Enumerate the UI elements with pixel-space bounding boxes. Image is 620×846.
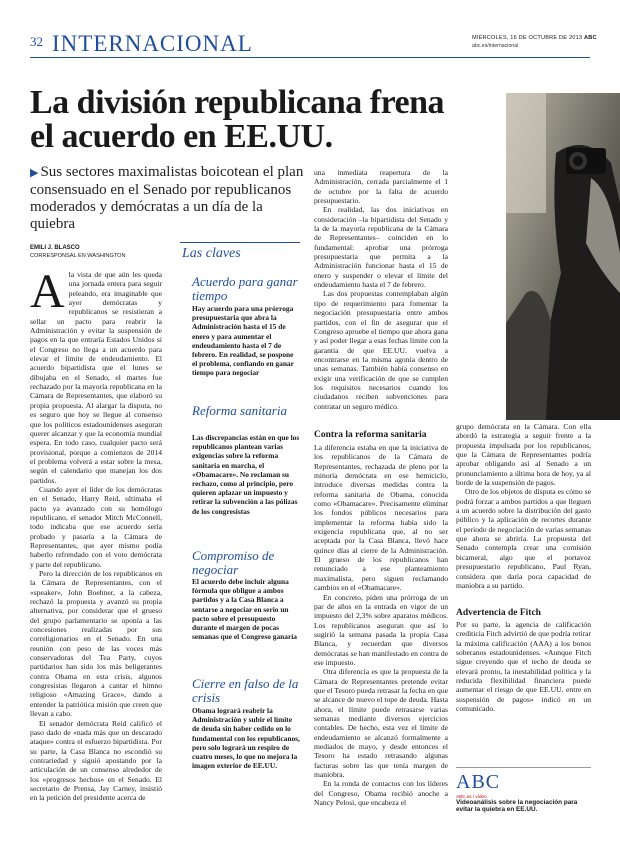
deck — [30, 164, 310, 233]
paragraph: Otra diferencia es que la propuesta de la Cámara de Representantes pretende evitar que el Tesoro pueda retrasar la fecha en que se alcance de nuevo el tope de deuda. Hasta ahora, el límite puede retrasarse varias semanas mediante diversos ejercicios contables. De hecho, esta vez el límite de endeudamiento se alcanzó formalmente a mediados de mayo, y desde entonces el Tesoro ha estado retrasando algunas facturas sobre las que tenía margen de maniobra. — [314, 667, 448, 780]
header-divider — [30, 57, 590, 58]
abc-logo[interactable]: ABC — [456, 771, 501, 793]
clave-title: Compromiso de negociar — [192, 548, 275, 577]
byline-role: CORRESPONSAL EN WASHINGTON — [30, 253, 126, 259]
column-4-continued — [456, 620, 591, 713]
dateline — [472, 35, 597, 41]
promo-divider — [456, 767, 591, 768]
paragraph: Por su parte, la agencia de calificación crediticia Fitch advirtió de que podría retirar la máxima calificación (AAA) a los bonos soberanos estadounidenses. «Aunque Fitch sigue creyendo que el techo de deuda se elevará pronto, la inestabilidad política y la reducida flexibilidad financiera puede aumentar el riesgo de que EE.UU. entre en suspensión de pagos» indicó en un comunicado. — [456, 620, 591, 714]
paragraph: la vista de que aún les queda una jornada entera para seguir peleando, era imaginable que ayer demócratas y republicanos se resistieran a sellar un pacto para reabrir la Administración y evitar la suspensión de pagos en la que entraría Estados Unidos si el Congreso no llega a un acuerdo para elevar el límite de endeudamiento. El acuerdo bipartidista que el lunes se dibujaba en el Senado, el martes fue rechazado por la mayoría republicana en la Cámara de Representantes, que elaboró su propia propuesta. Al alargar la disputa, no es seguro que hoy se llegue al consenso que los políticos estadounidenses aseguran querer alcanzar y que la economía mundial espera. En todo caso, cualquier pacto será provisional, porque a comienzos de 2014 el problema volverá a estar sobre la mesa, según el calendario que manejan los dos partidos. — [30, 270, 162, 485]
column-1 — [30, 265, 162, 803]
web-link[interactable]: abc.es/internacional — [472, 43, 519, 49]
column-3 — [314, 168, 448, 411]
photo-illustration — [506, 93, 620, 420]
paragraph: Otro de los objetos de disputa es cómo se podrá forzar a ambos partidos a que lleguen a un acuerdo sobre la distribución del gasto público y la aplicación de recortes durante el periodo de negociación de varias semanas que ahora se abriría. La propuesta del Senado contempla crear una comisión bicameral, algo que el portavoz presupuestario republicano, Paul Ryan, considera que daría poca capacidad de maniobra a su partido. — [456, 487, 591, 590]
paragraph: una inmediata reapertura de la Administración, cerrada parcialmente el 1 de octubre por la falta de acuerdo presupuestario. — [314, 168, 448, 206]
triangle-icon: ▶ — [30, 167, 39, 179]
dropcap: A — [30, 265, 65, 318]
clave-title: Reforma sanitaria — [192, 403, 287, 418]
paragraph: En la ronda de contactos con los líderes del Congreso, Obama recibió anoche a Nancy Pelosi, que encabeza el — [314, 779, 448, 808]
paragraph: Cuando ayer el líder de los demócratas en el Senado, Harry Reid, ultimaba el pacto ya avanzado con su homólogo republicano, el senador Mitch McConnell, todo indicaba que ese acuerdo sería probado y pasaría a la Cámara de Representantes, que ayer mismo podía haberlo refrendado con el voto demócrata y parte del republicano. — [30, 484, 162, 569]
paragraph: grupo demócrata en la Cámara. Con ella abordó la estrategia a seguir frente a la propuesta impulsada por los republicanos, que la Cámara de Representantes podría aprobar obligando así al Senado a un pronunciamiento a última hora de hoy, ya al borde de la suspensión de pagos. — [456, 422, 591, 488]
subhead-reforma: Contra la reforma sanitaria — [314, 430, 427, 440]
abc-logo-sub: ABC.es / vídeo — [456, 794, 487, 799]
paper-name: ABC — [584, 35, 597, 41]
paragraph: Las dos propuestas contemplaban algún tipo de requerimiento para fomentar la negociación presupuestaria entre ambos partidos, con el fin de asegurar que el Congreso apruebe el tiempo que ahora gana y así poder llegar a esas fechas límite con la garantía de que EE.UU. vuelva a encontrarse en la misma agonía dentro de unas semanas. También había consenso en exigir una verificación de que se cumplen los requisitos necesarios cuando los ciudadanos reciben subvenciones para contratar un seguro médico. — [314, 289, 448, 411]
clave-body: Obama logrará reabrir la Administración y subir el límite de deuda sin haber cedido en lo fundamental con los republicanos, pero solo logrará un respiro de cuatro meses, lo que no mejora la imagen exterior de EE.UU. — [192, 706, 300, 771]
paragraph: El senador demócrata Reid calificó el paso dado de «nada más que un descarado ataque» contra el esfuerzo bipartidista. Por su parte, la Casa Blanca no escondió su contrariedad y siguió apostando por la articulación de un consenso alrededor de los «progresos hechos» en el Senado. El secretario de Prensa, Jay Carney, insistió en la petición del presidente acerca de — [30, 718, 162, 803]
date: MIÉRCOLES, 16 DE OCTUBRE DE 2013 — [472, 35, 583, 41]
byline-name: EMILI J. BLASCO — [30, 245, 80, 251]
clave-body: Las discrepancias están en que los republicanos plantean varias exigencias sobre la reforma sanitaria en marcha, el «Obamacare». No reclaman su rechazo, como al principio, pero quieren aplazar un impuesto y retirar la subvención a las pólizas de los congresistas — [192, 433, 300, 516]
deck-text: Sus sectores maximalistas boicotean el plan consensuado en el Senado por republicanos moderados y demócratas a un día de la quiebra — [30, 164, 304, 232]
claves-title: Las claves — [182, 246, 241, 261]
subhead-fitch: Advertencia de Fitch — [456, 608, 541, 618]
section-title: INTERNACIONAL — [52, 31, 253, 56]
photo — [506, 93, 620, 420]
clave-title: Acuerdo para ganar tiempo — [192, 274, 298, 303]
column-3-continued — [314, 443, 448, 807]
paragraph: En realidad, las dos iniciativas en consideración –la bipartidista del Senado y la de la mayoría republicana de la Cámara de Representantes– coinciden en lo fundamental: aprobar una prórroga presupuestaria que permita a la Administración funcionar hasta el 15 de enero y suspender o elevar el límite del endeudamiento hasta el 7 de febrero. — [314, 205, 448, 290]
column-4 — [456, 422, 591, 590]
clave-body: Hay acuerdo para una prórroga presupuestaria que abra la Administración hasta el 15 de enero y para aumentar el endeudamiento hasta el 7 de febrero. En realidad, se pospone el problema, confiando en ganar tiempo para negociar — [192, 304, 294, 378]
claves-divider — [180, 242, 300, 243]
page-number: 32 — [30, 34, 43, 49]
paragraph: La diferencia estaba en que la iniciativa de los republicanos de la Cámara de Representantes, rechazada de pleno por la minoría demócrata en ese hemiciclo, introduce diversas medidas contra la reforma sanitaria de Obama, conocida como «Obamacare». Precisamente eliminar los fondos públicos necesarios para implementar la reforma había sido la exigencia republicana que, al no ser aceptada por la Casa Blanca, llevó hace quince días al cierre de la Administración. El grueso de los republicanos han renunciado a ese planteamiento maximalista, pero siguen reclamando cambios en el «Obamacare». — [314, 443, 448, 593]
clave-body: El acuerdo debe incluir alguna fórmula que obligue a ambos partidos y a la Casa Blanca a sentarse a negociar en serio un pacto sobre el presupuesto durante el margen de pocas semanas que el Congreso ganaría — [192, 577, 297, 642]
paragraph: Pero la dirección de los republicanos en la Cámara de Representantes, con el «speaker», John Boehner, a la cabeza, rechazó la propuesta y avanzó su propia alternativa, por considerar que el grueso del grupo parlamentario se oponía a las concesiones realizadas por sus correligionarios en el Senado. En una reunión con peso de las voces más conservadoras del Tea Party, cuyos partidarios han sido los más beligerantes contra Obama en esta crisis, algunos congresistas llegaron a cantar el himno religioso «Amazing Grace», dando a entender la patriótica misión que creen que llevan a cabo. — [30, 569, 162, 719]
clave-title: Cierre en falso de la crisis — [192, 676, 299, 705]
paragraph: En concreto, piden una prórroga de un par de años en la entrada en vigor de un impuesto del 2,3% sobre aparatos médicos. Los republicanos aseguran que así lo sugirió la semana pasada la propia Casa Blanca, y recuerdan que diversos demócratas se han manifestado en contra de ese impuesto. — [314, 592, 448, 667]
headline: La división republicana frena el acuerdo en EE.UU. — [30, 84, 445, 155]
promo-text[interactable]: Videoanálisis sobre la negociación para evitar la quiebra en EE.UU. — [456, 799, 578, 814]
